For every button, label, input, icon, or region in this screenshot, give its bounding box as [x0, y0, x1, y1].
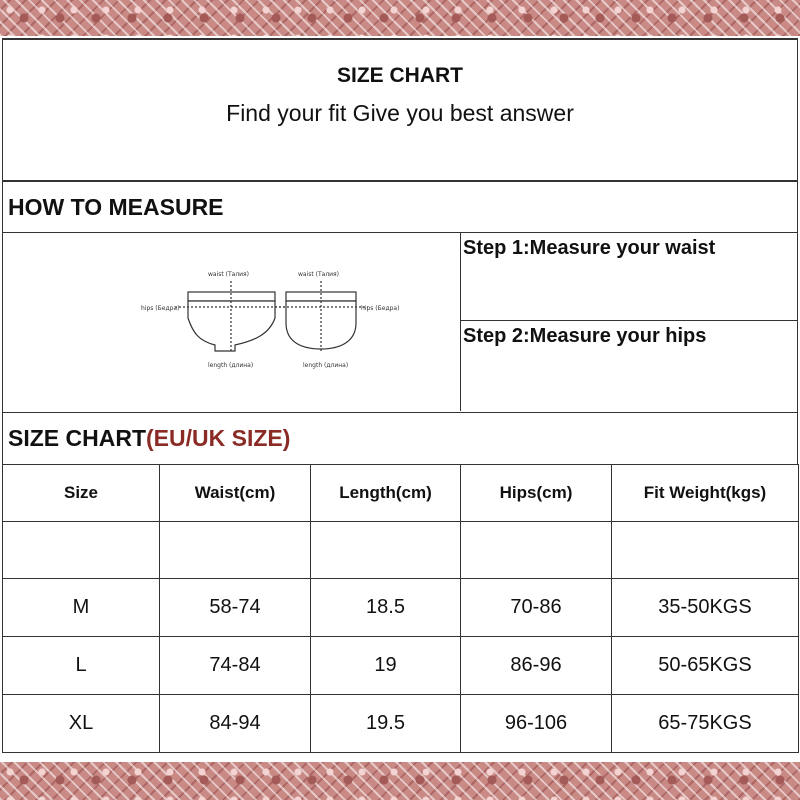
blank-cell	[461, 522, 612, 579]
briefs-diagram	[3, 233, 459, 411]
size-chart-header	[2, 412, 798, 465]
front-waist-label: waist (Талия)	[208, 271, 250, 278]
size-table	[2, 464, 799, 753]
blank-cell	[160, 522, 311, 579]
length-cell: 19	[311, 637, 461, 695]
briefs-back-illustration	[275, 281, 368, 351]
table-row	[3, 695, 799, 753]
page-title: SIZE CHART	[337, 64, 463, 87]
waist-cell: 74-84	[160, 637, 311, 695]
step-divider	[461, 320, 797, 321]
waist-cell: 84-94	[160, 695, 311, 753]
hips-cell: 96-106	[461, 695, 612, 753]
column-header-waist: Waist(cm)	[160, 465, 311, 522]
table-row	[3, 579, 799, 637]
how-to-measure-panel	[2, 232, 798, 413]
hips-cell: 70-86	[461, 579, 612, 637]
step-1-text: Step 1:Measure your waist	[463, 237, 716, 259]
size-cell: XL	[3, 695, 160, 753]
how-to-measure-title: HOW TO MEASURE	[8, 194, 224, 220]
length-cell: 18.5	[311, 579, 461, 637]
blank-cell	[311, 522, 461, 579]
column-header-size: Size	[3, 465, 160, 522]
weight-cell: 35-50KGS	[612, 579, 799, 637]
briefs-front-illustration	[175, 281, 288, 351]
column-header-weight: Fit Weight(kgs)	[612, 465, 799, 522]
table-row	[3, 637, 799, 695]
size-chart-sheet	[0, 36, 800, 762]
weight-cell: 50-65KGS	[612, 637, 799, 695]
size-chart-heading-main: SIZE CHART	[8, 425, 146, 451]
front-hips-label: hips (Бедра)	[141, 305, 180, 312]
blank-cell	[612, 522, 799, 579]
size-cell: M	[3, 579, 160, 637]
back-length-label: length (длина)	[303, 362, 349, 369]
page-subtitle: Find your fit Give you best answer	[226, 100, 574, 126]
length-cell: 19.5	[311, 695, 461, 753]
size-chart-heading	[8, 425, 290, 452]
waist-cell: 58-74	[160, 579, 311, 637]
column-header-hips: Hips(cm)	[461, 465, 612, 522]
size-cell: L	[3, 637, 160, 695]
size-chart-heading-suffix: (EU/UK SIZE)	[146, 425, 291, 451]
measure-figure-cell	[3, 233, 461, 411]
size-table-blank-row	[3, 522, 799, 579]
lace-border-bottom	[0, 762, 800, 800]
column-header-length: Length(cm)	[311, 465, 461, 522]
weight-cell: 65-75KGS	[612, 695, 799, 753]
how-to-measure-header	[2, 181, 798, 233]
step-2-text: Step 2:Measure your hips	[463, 325, 707, 347]
back-hips-label: hips (Бедра)	[361, 305, 400, 312]
size-table-header-row	[3, 465, 799, 522]
blank-cell	[3, 522, 160, 579]
front-length-label: length (длина)	[208, 362, 254, 369]
hips-cell: 86-96	[461, 637, 612, 695]
back-waist-label: waist (Талия)	[298, 271, 340, 278]
header-panel	[2, 38, 798, 181]
lace-border-top	[0, 0, 800, 36]
